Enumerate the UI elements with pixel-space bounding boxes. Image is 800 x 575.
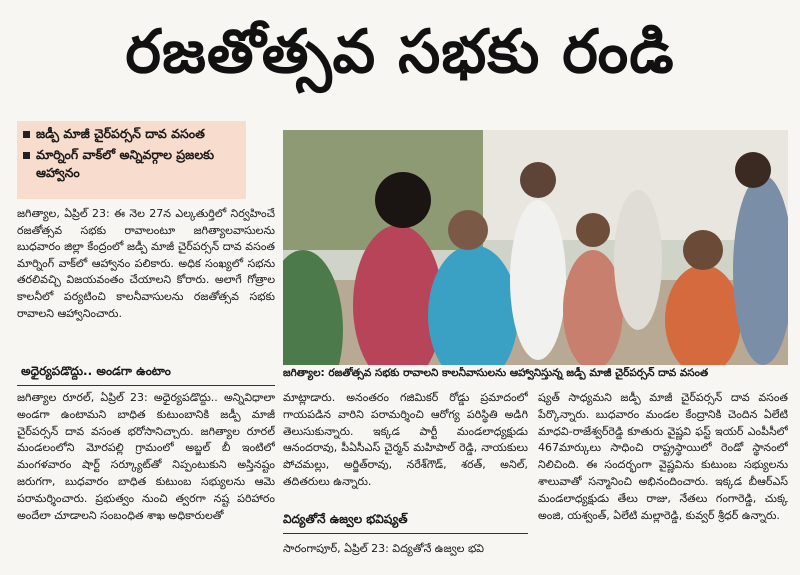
highlight-text: మార్నింగ్ వాక్‌లో అన్నివర్గాల ప్రజలకు ఆహ్వానం <box>36 147 215 180</box>
story-column-2: మాట్లాడారు. అనంతరం గజిమికర్ రోడ్డు ప్రమాదంలో గాయపడిన వారిని పరామర్శించి ఆరోగ్య పరిస్థితి అడిగి తెలుసుకున్నారు. ఇక్కడ పార్టీ మండలాధ్యక్షుడు ఆనందరావు, పీఏసీఎస్ చైర్మన్ మహిపాల్ రెడ్డి, నాయకులు పోచమల్లు, అర్జిత్‌రావు, నరేశ్‌గౌడ్, శరత్, అనిల్, తదితరులు ఉన్నారు. <box>283 391 528 488</box>
highlight-text: జడ్పీ మాజీ చైర్‌పర్సన్ దావ వసంత <box>36 126 205 141</box>
highlight-item <box>23 146 240 182</box>
photo-caption: జగిత్యాల: రజతోత్సవ సభకు రావాలని కాలనీవాసులను ఆహ్వానిస్తున్న జడ్పీ మాజీ చైర్‌పర్సన్ దావ వసంత <box>283 367 709 379</box>
bullet-icon <box>23 131 30 138</box>
headline: రజతోత్సవ సభకు రండి <box>125 17 675 87</box>
subheading: అధైర్యపడొద్దు.. అండగా ఉంటాం <box>21 364 171 378</box>
divider <box>283 533 528 534</box>
divider <box>17 385 275 386</box>
news-photo <box>283 130 788 365</box>
subheading: విద్యతోనే ఉజ్వల భవిష్యత్ <box>283 512 408 526</box>
story-column-3: ష్యత్ సాధ్యమని జడ్పీ మాజీ చైర్‌పర్సన్ దావ వసంత పేర్కొన్నారు. బుధవారం మండల కేంద్రానికి చెందిన ఏలేటి మాధవి-రాజేశ్వర్‌రెడ్డి కూతురు వైష్ణవి ఫస్ట్ ఇయర్ ఎంపీసీలో 467మార్కులు సాధించి రాష్ట్రస్థాయిలో రెండో స్థానంలో నిలిచింది. ఈ సందర్భంగా వైష్ణవిను కుటుంబ సభ్యులను శాలువాతో సన్మానించి అభినందించారు. ఇక్కడ బీఆర్ఎస్ మండలాధ్యక్షుడు తేలు రాజు, నేతలు గంగారెడ్డి, చుక్క అంజి, యశ్వంత్, ఏలేటి మల్లారెడ్డి, కువ్వర్ శ్రీధర్ ఉన్నారు. <box>538 391 788 522</box>
highlight-item <box>23 125 240 143</box>
highlights-box <box>17 121 246 199</box>
bullet-icon <box>23 152 30 159</box>
story-intro: జగిత్యాల, ఏప్రిల్ 23: ఈ నెల 27న ఎల్కతుర్తిలో నిర్వహించే రజతోత్సవ సభకు రావాలంటూ జగిత్యాలవాసులను బుధవారం జిల్లా కేంద్రంలో జడ్పీ మాజీ చైర్‌పర్సన్ దావ వసంత మార్నింగ్ వాక్‌లో ఆహ్వానం పలికారు. అధిక సంఖ్యలో సభను తరలివచ్చి విజయవంతం చేయాలని కోరారు. అలాగే గోత్రాల కాలనీలో పర్యటించి కాలనీవాసులను రజతోత్సవ సభకు రావాలని ఆహ్వానించారు. <box>17 207 275 320</box>
story-column-2-continued: సారంగాపూర్, ఏప్రిల్ 23: విద్యతోనే ఉజ్వల భవి <box>283 542 485 555</box>
story-column-1: జగిత్యాల రూరల్, ఏప్రిల్ 23: అధైర్యపడొద్దు.. అన్నివిధాలా అండగా ఉంటామని బాధిత కుటుంబానికి జడ్పీ మాజీ చైర్‌పర్సన్ దావ వసంత భరోసానిచ్చారు. జగిత్యాల రూరల్ మండలంలోని మోరపల్లి గ్రామంలో అబ్జల్ బీ ఇంటిలో మంగళవారం షార్ట్ సర్క్యూట్‌తో నిప్పంటుకుని అస్తినష్టం జరుగగా, బుధవారం బాధిత కుటుంబ సభ్యులను ఆమె పరామర్శించారు. ప్రభుత్వం నుంచి త్వరగా నష్ట పరిహారం అందేలా చూడాలని సంబంధిత శాఖ అధికారులతో <box>17 391 275 522</box>
